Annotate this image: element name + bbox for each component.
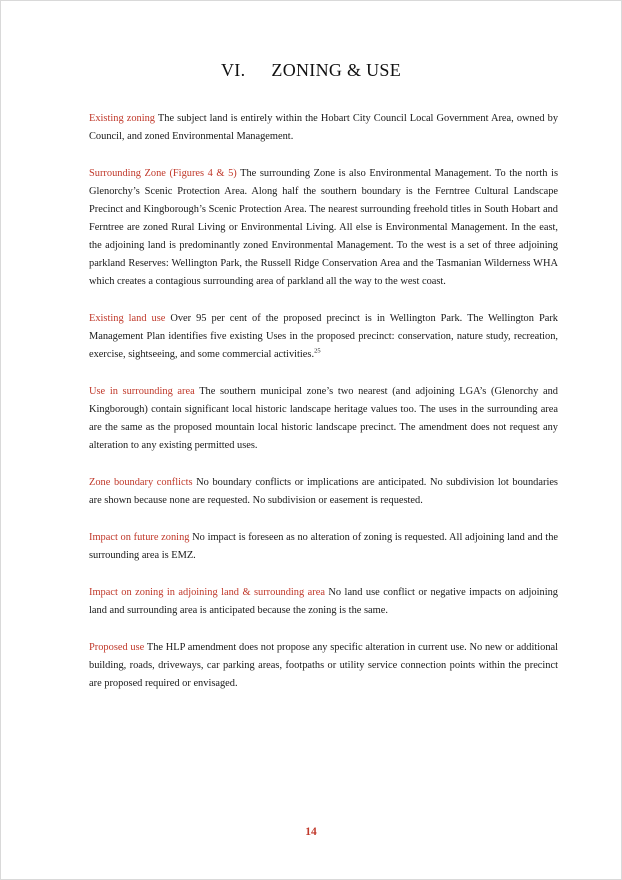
paragraph-text: The surrounding Zone is also Environmental Management. To the north is Glenorchy’s Scenic Protection Area. Along half the southern boundary is the Ferntree Cultural Landscape Precinct and Kingborough’s Scenic Protection Area. The nearest surrounding freehold titles in South Hobart and Ferntree are zoned Rural Living or Environmental Living. All else is Environmental Management. In the east, the adjoining land is predominantly zoned Environmental Management. To the west is a set of three adjoining parkland Reserves: Wellington Park, the Russell Ridge Conservation Area and the Tasmanian Wilderness WHA which creates a contagious surrounding area of parkland all the way to the west coast. [89,168,558,287]
paragraph-lead: Proposed use [89,642,145,653]
paragraph-text: No impact is foreseen as no alteration of zoning is requested. All adjoining land and the surrounding area is EMZ. [89,532,558,561]
paragraph-text: Over 95 per cent of the proposed precinct is in Wellington Park. The Wellington Park Management Plan identifies five existing Uses in the proposed precinct: conservation, nature study, recreation, exercise, sightseeing, and some commercial activities. [89,313,558,360]
section-title: ZONING & USE [271,60,401,80]
paragraph-existing-zoning [89,110,558,146]
paragraph-zone-boundary-conflicts [89,474,558,510]
document-body [89,110,558,712]
section-number: VI. [221,60,246,80]
paragraph-lead: Use in surrounding area [89,386,195,397]
paragraph-lead: Impact on future zoning [89,532,190,543]
paragraph-lead: Zone boundary conflicts [89,477,193,488]
page-number: 14 [305,826,317,838]
section-heading [0,60,622,81]
footnote-reference[interactable]: 25 [314,347,321,355]
paragraph-surrounding-zone [89,165,558,291]
paragraph-lead: Impact on zoning in adjoining land & surrounding area [89,587,325,598]
paragraph-text: The southern municipal zone’s two nearest (and adjoining LGA’s (Glenorchy and Kingborough) contain significant local historic landscape heritage values too. The uses in the surrounding area are the same as the proposed mountain local historic landscape precinct. The amendment does not request any alteration to any existing permitted uses. [89,386,558,451]
paragraph-lead: Surrounding Zone (Figures 4 & 5) [89,168,237,179]
paragraph-text: No land use conflict or negative impacts on adjoining land and surrounding area is anticipated because the zoning is the same. [89,587,558,616]
paragraph-proposed-use [89,639,558,693]
paragraph-impact-adjoining-land [89,584,558,620]
paragraph-text: No boundary conflicts or implications are anticipated. No subdivision lot boundaries are shown because none are requested. No subdivision or easement is requested. [89,477,558,506]
paragraph-lead: Existing land use [89,313,166,324]
paragraph-text: The subject land is entirely within the Hobart City Council Local Government Area, owned by Council, and zoned Environmental Management. [89,113,559,142]
paragraph-use-in-surrounding-area [89,383,558,455]
paragraph-existing-land-use [89,310,558,364]
paragraph-text: The HLP amendment does not propose any specific alteration in current use. No new or additional building, roads, driveways, car parking areas, footpaths or utility service connection points within the precinct are proposed required or envisaged. [89,642,559,689]
paragraph-impact-future-zoning [89,529,558,565]
paragraph-lead: Existing zoning [89,113,156,124]
